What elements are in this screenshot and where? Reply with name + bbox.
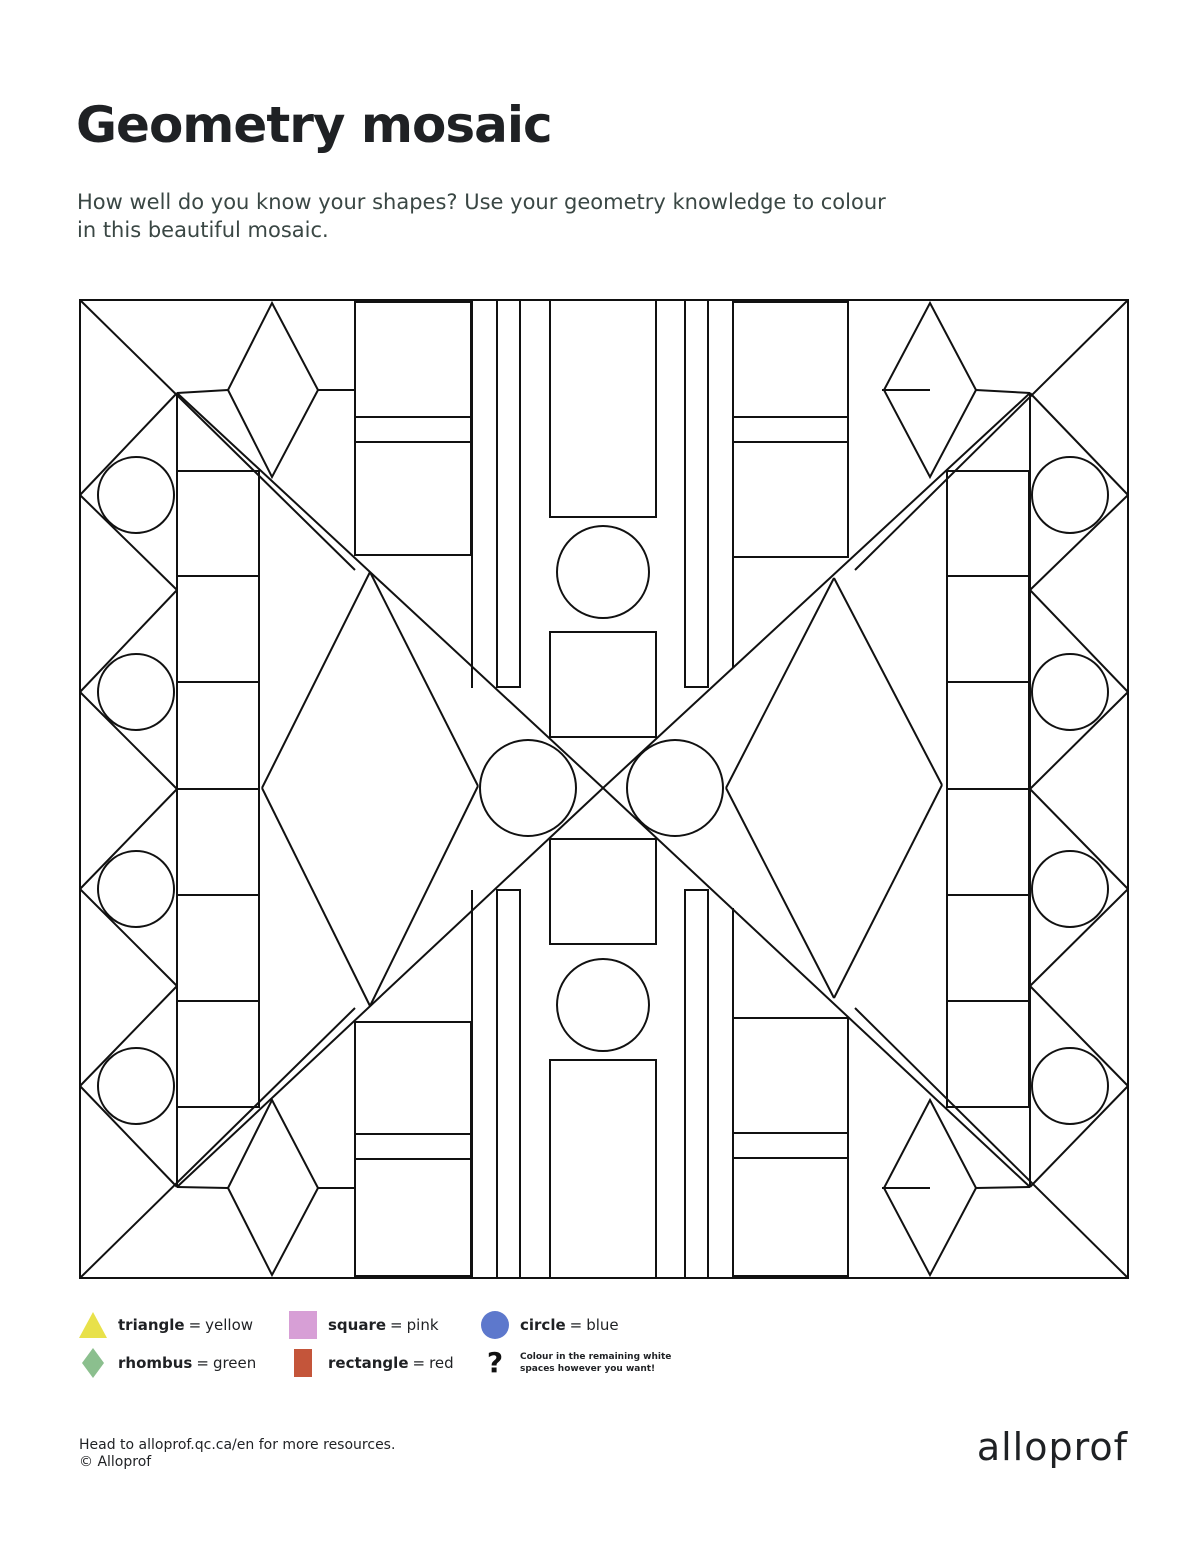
mosaic-rectangle bbox=[947, 682, 1029, 789]
mosaic-circle bbox=[98, 1048, 174, 1124]
legend-item-square: square = pink bbox=[288, 1310, 439, 1340]
mosaic-rectangle bbox=[497, 890, 520, 1278]
mosaic-circle bbox=[557, 526, 649, 618]
mosaic-line bbox=[603, 788, 1030, 1187]
mosaic-shapes bbox=[80, 300, 1128, 1278]
legend-colour-name: red bbox=[429, 1354, 454, 1372]
mosaic-line bbox=[370, 786, 478, 1006]
mosaic-rectangle bbox=[177, 1001, 259, 1107]
question-mark-icon: ? bbox=[486, 1346, 504, 1379]
mosaic-line bbox=[80, 1086, 177, 1187]
legend-item-circle: circle = blue bbox=[480, 1310, 619, 1340]
mosaic-line bbox=[1030, 590, 1128, 692]
circle-swatch-icon bbox=[480, 1310, 510, 1340]
alloprof-logo: alloprof bbox=[976, 1425, 1128, 1469]
mosaic-line bbox=[80, 495, 177, 590]
resources-link-text: Head to alloprof.qc.ca/en for more resources. bbox=[79, 1437, 396, 1453]
legend-item-triangle: triangle = yellow bbox=[78, 1310, 253, 1340]
mosaic-rectangle bbox=[685, 300, 708, 687]
rhombus-swatch-icon bbox=[78, 1348, 108, 1378]
mosaic-line bbox=[80, 789, 177, 889]
mosaic-rectangle bbox=[355, 417, 471, 442]
mosaic-line bbox=[834, 578, 942, 785]
mosaic-line bbox=[80, 692, 177, 789]
mosaic-rectangle bbox=[355, 1134, 471, 1159]
mosaic-line bbox=[80, 889, 177, 986]
legend-shape-name: triangle bbox=[118, 1316, 185, 1334]
mosaic-rectangle bbox=[177, 576, 259, 682]
mosaic-line bbox=[726, 788, 834, 998]
mosaic-rectangle bbox=[947, 576, 1029, 682]
mosaic-rectangle bbox=[733, 417, 848, 442]
triangle-swatch-icon bbox=[78, 1310, 108, 1340]
mosaic-rectangle bbox=[733, 1133, 848, 1158]
mosaic-rectangle bbox=[550, 632, 656, 737]
mosaic-line bbox=[177, 393, 603, 788]
mosaic-circle bbox=[98, 851, 174, 927]
legend-colour-name: yellow bbox=[205, 1316, 254, 1334]
mosaic-rectangle bbox=[355, 442, 471, 555]
mosaic-line bbox=[1030, 692, 1128, 789]
mosaic-rectangle bbox=[685, 890, 708, 1278]
mosaic-rectangle bbox=[177, 895, 259, 1001]
intro-line-1: How well do you know your shapes? Use your geometry knowledge to colour bbox=[77, 190, 886, 214]
mosaic-circle bbox=[1032, 1048, 1108, 1124]
copyright-text: © Alloprof bbox=[79, 1454, 152, 1470]
mosaic-line bbox=[177, 390, 228, 393]
mosaic-rectangle bbox=[947, 471, 1029, 576]
mosaic-circle bbox=[1032, 654, 1108, 730]
legend-shape-name: circle bbox=[520, 1316, 566, 1334]
mosaic-rectangle bbox=[177, 682, 259, 789]
mosaic-rectangle bbox=[947, 789, 1029, 895]
mosaic-circle bbox=[627, 740, 723, 836]
rectangle-swatch-icon bbox=[288, 1348, 318, 1378]
intro-line-2: in this beautiful mosaic. bbox=[77, 218, 329, 242]
mosaic-line bbox=[1030, 789, 1128, 889]
legend-item-rhombus: rhombus = green bbox=[78, 1348, 256, 1378]
mosaic-line bbox=[834, 785, 942, 998]
legend-item-rectangle: rectangle = red bbox=[288, 1348, 454, 1378]
mosaic-rectangle bbox=[177, 789, 259, 895]
colour-legend bbox=[78, 1310, 718, 1390]
free-colour-note: Colour in the remaining white spaces however you want! bbox=[520, 1352, 672, 1374]
mosaic-line bbox=[603, 393, 1030, 788]
mosaic-line bbox=[976, 1187, 1030, 1188]
mosaic-line bbox=[1030, 495, 1128, 590]
mosaic-line bbox=[262, 572, 370, 788]
mosaic-line bbox=[262, 788, 370, 1006]
mosaic-rectangle bbox=[355, 1159, 471, 1276]
mosaic-rectangle bbox=[550, 300, 656, 517]
mosaic-circle bbox=[98, 457, 174, 533]
mosaic-line bbox=[80, 986, 177, 1086]
mosaic-rectangle bbox=[355, 302, 471, 417]
mosaic-rectangle bbox=[497, 300, 520, 687]
mosaic-line bbox=[1030, 393, 1128, 495]
legend-shape-name: square bbox=[328, 1316, 387, 1334]
mosaic-line bbox=[80, 1008, 355, 1278]
mosaic-line bbox=[177, 788, 603, 1187]
mosaic-rectangle bbox=[177, 471, 259, 576]
legend-shape-name: rhombus bbox=[118, 1354, 193, 1372]
page-title: Geometry mosaic bbox=[76, 96, 552, 154]
footer-text bbox=[79, 1437, 395, 1471]
mosaic-circle bbox=[480, 740, 576, 836]
mosaic-line bbox=[976, 390, 1030, 393]
mosaic-line bbox=[855, 1008, 1128, 1278]
mosaic-circle bbox=[1032, 851, 1108, 927]
mosaic-rhombus bbox=[228, 303, 318, 477]
mosaic-rectangle bbox=[733, 302, 848, 417]
mosaic-rectangle bbox=[733, 1018, 848, 1133]
legend-colour-name: pink bbox=[406, 1316, 439, 1334]
mosaic-circle bbox=[98, 654, 174, 730]
mosaic-rectangle bbox=[550, 839, 656, 944]
mosaic-circle bbox=[1032, 457, 1108, 533]
legend-colour-name: blue bbox=[586, 1316, 619, 1334]
mosaic-rectangle bbox=[947, 1001, 1029, 1107]
mosaic-line bbox=[1030, 1086, 1128, 1187]
mosaic-rectangle bbox=[550, 1060, 656, 1278]
mosaic-rectangle bbox=[733, 442, 848, 557]
mosaic-line bbox=[80, 590, 177, 692]
mosaic-line bbox=[370, 572, 478, 786]
mosaic-line bbox=[177, 1187, 228, 1188]
mosaic-rectangle bbox=[355, 1022, 471, 1134]
legend-colour-name: green bbox=[212, 1354, 257, 1372]
mosaic-circle bbox=[557, 959, 649, 1051]
legend-shape-name: rectangle bbox=[328, 1354, 409, 1372]
mosaic-rectangle bbox=[947, 895, 1029, 1001]
mosaic-line bbox=[726, 578, 834, 788]
legend-item-free-colour bbox=[480, 1348, 680, 1378]
mosaic-line bbox=[1030, 986, 1128, 1086]
mosaic-line bbox=[80, 393, 177, 495]
mosaic-line bbox=[1030, 889, 1128, 986]
square-swatch-icon bbox=[288, 1310, 318, 1340]
mosaic-rectangle bbox=[733, 1158, 848, 1276]
